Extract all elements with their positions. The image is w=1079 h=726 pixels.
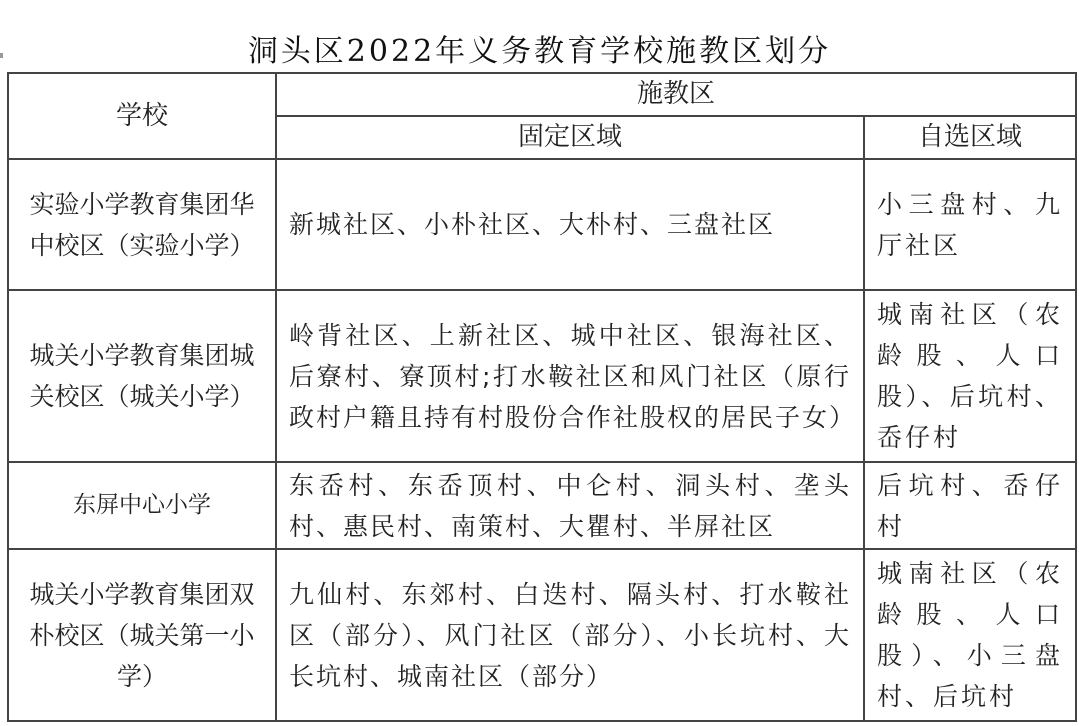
self-area: 小三盘村、九厅社区 [864, 159, 1076, 290]
school-name: 实验小学教育集团华中校区（实验小学） [8, 159, 276, 290]
table-row [8, 159, 1076, 290]
fixed-area: 新城社区、小朴社区、大朴村、三盘社区 [276, 159, 864, 290]
table-row [8, 549, 1076, 721]
header-school: 学校 [8, 73, 276, 159]
page-title: 洞头区2022年义务教育学校施教区划分 [247, 34, 832, 69]
fixed-area: 九仙村、东郊村、白迭村、隔头村、打水鞍社区（部分）、风门社区（部分）、小长坑村、大长坑村、城南社区（部分） [276, 549, 864, 721]
header-self: 自选区域 [864, 116, 1076, 159]
table-row [8, 290, 1076, 462]
school-name: 城关小学教育集团城关校区（城关小学） [8, 290, 276, 462]
self-area: 后坑村、岙仔村 [864, 462, 1076, 549]
fixed-area: 东岙村、东岙顶村、中仑村、洞头村、垄头村、惠民村、南策村、大瞿村、半屏社区 [276, 462, 864, 549]
header-fixed: 固定区域 [276, 116, 864, 159]
edge-marker [0, 53, 3, 58]
fixed-area: 岭背社区、上新社区、城中社区、银海社区、后寮村、寮顶村;打水鞍社区和风门社区（原行政村户籍且持有村股份合作社股权的居民子女） [276, 290, 864, 462]
table-row [8, 462, 1076, 549]
header-area: 施教区 [276, 73, 1076, 116]
district-table [7, 72, 1077, 722]
school-name: 东屏中心小学 [8, 462, 276, 549]
school-name: 城关小学教育集团双朴校区（城关第一小学） [8, 549, 276, 721]
self-area: 城南社区（农龄股、人口股）、后坑村、岙仔村 [864, 290, 1076, 462]
self-area: 城南社区（农龄股、人口股）、小三盘村、后坑村 [864, 549, 1076, 721]
